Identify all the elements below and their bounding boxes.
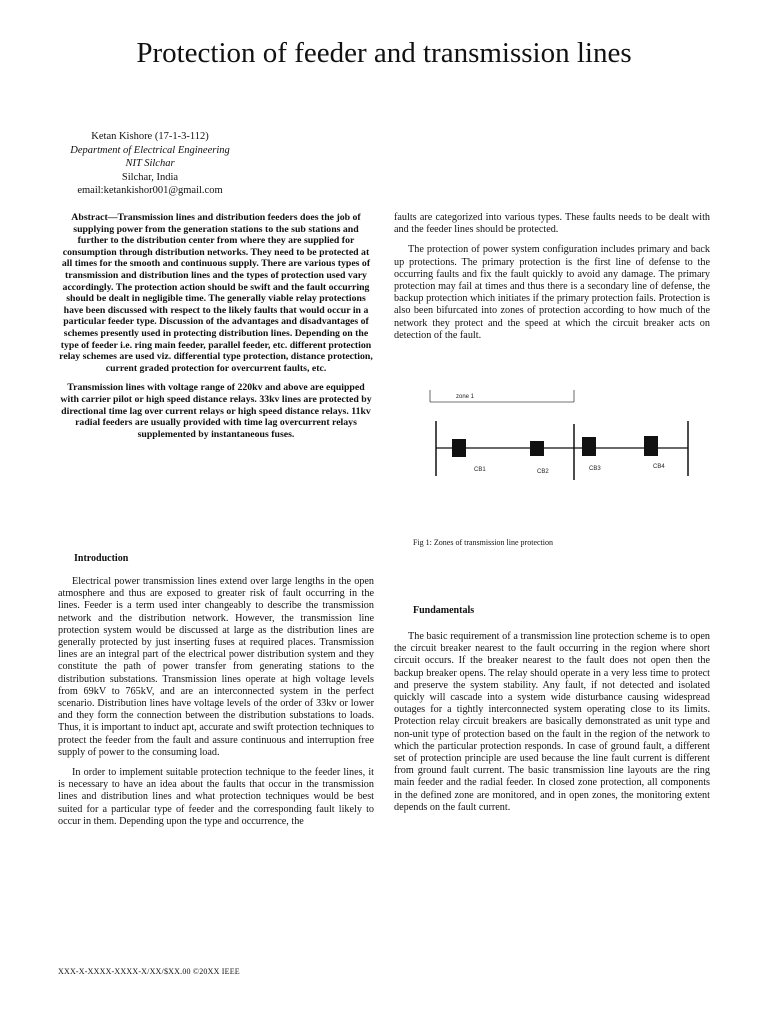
abstract-section xyxy=(58,212,374,448)
introduction-paragraph-1: Electrical power transmission lines extend over large lengths in the open atmosphere and thus are exposed to greater risk of fault occurring in the lines. Feeder is a term used inter changeably to describe the transmission network and the distribution network. However, the transmission line protection system would be discussed at large as the distribution lines are generally protected by just inserting fuses at required places. Transmission lines are an integral part of the electrical power distribution system and they constitute the path of power transfer from generating stations to the distribution substations. Transmission lines operate at high voltage levels from 69kV to 765kV, and are an interconnected system in the perfect scenario. Distribution lines have voltage levels of the order of 33kv or lower and they form the connection between the distribution substations to loads. Thus, it is important to induct apt, accurate and swift protection techniques to protect the feeder from the fault and assure continuous and interruption free supply of power to the consuming load. xyxy=(58,576,374,758)
cb3-label: CB3 xyxy=(589,466,601,472)
copyright-footer: XXX-X-XXXX-XXXX-X/XX/$XX.00 ©20XX IEEE xyxy=(58,967,240,976)
fundamentals-paragraph: The basic requirement of a transmission line protection scheme is to open the circuit breaker nearest to the fault occurring in the region where short circuit occurs. If the breaker nearest to the fault does not open then the backup breaker opens. The relay should operate in a very less time to protect and preserve the system stability. Any fault, if not detected and isolated quickly will cascade into a system wide disturbance causing widespread outages for a tightly interconnected system operating close to its limits. Protection relay circuit breakers are basically demonstrated as unit type and non-unit type of protection based on the fault in the region of the network to which the particular protection responds. In case of ground fault, a different set of protection principle are used because the line fault current is different from ground fault current. The basic transmission line layouts are the ring main feeder and the radial feeder. In closed zone protection, all components in the defined zone are monitored, and in open zones, the monitoring extent depends on the fault current. xyxy=(394,631,710,813)
cb2-label: CB2 xyxy=(537,469,549,475)
author-location: Silchar, India xyxy=(121,171,179,183)
figure-caption: Fig 1: Zones of transmission line protection xyxy=(413,538,553,547)
author-block xyxy=(40,130,260,198)
zones-diagram xyxy=(420,388,700,488)
author-email: email:ketankishor001@gmail.com xyxy=(77,185,223,196)
zone-label: zone 1 xyxy=(456,394,475,400)
circuit-breaker-1 xyxy=(452,439,466,457)
author-name: Ketan Kishore (17-1-3-112) xyxy=(91,131,209,142)
circuit-breaker-4 xyxy=(644,436,658,456)
abstract-paragraph-2: Transmission lines with voltage range of 220kv and above are equipped with carrier pilot or high speed distance relays. 33kv lines are protected by directional time lag over current relays or high speed distance relays. 11kv radial feeders are usually provided with time lag overcurrent relays supplemented by instantaneous fuses. xyxy=(60,382,372,440)
paper-title: Protection of feeder and transmission lines xyxy=(136,37,632,69)
right-paragraph-1: faults are categorized into various types. These faults needs to be dealt with and the feeder lines should be protected. xyxy=(394,212,710,236)
circuit-breaker-2 xyxy=(530,441,544,456)
fundamentals-section xyxy=(394,631,710,822)
author-institution: NIT Silchar xyxy=(125,158,175,169)
circuit-breaker-3 xyxy=(582,437,596,456)
cb4-label: CB4 xyxy=(653,464,665,470)
introduction-section xyxy=(58,576,374,836)
fundamentals-heading: Fundamentals xyxy=(413,605,475,616)
author-department: Department of Electrical Engineering xyxy=(70,144,230,156)
cb1-label: CB1 xyxy=(474,467,486,473)
right-paragraph-2: The protection of power system configuration includes primary and back up protections. The primary protection is the first line of defense to the occurring faults and fix the fault quickly to avoid any damage. The primary protection may fail at times and thus there is a secondary line of defense, the backup protection which initiates if the primary protection fails. Protection is also been bifurcated into zones of protection according to how much of the network they protect and the speed at which the circuit breaker acts on detection of the fault. xyxy=(394,244,710,341)
abstract-paragraph-1: Abstract—Transmission lines and distribution feeders does the job of supplying power from the generation stations to the sub stations and further to the distribution center from where they are supplied for consumption through distribution networks. They need to be protected at all times for the smooth and continuous supply. There are various types of transmission and distribution lines and the types of protection used vary accordingly. The protection action should be swift and the fault occurring should be dealt in negligible time. The generally viable relay protections have been discussed with respect to the likely faults that would occur in a particular feeder type. Discussion of the advantages and disadvantages of schemes presently used in protecting distribution lines. Depending on the type of feeder i.e. ring main feeder, parallel feeder, etc. different protection relay schemes are used viz. differential type protection, distance protection, current graded protection for overcurrent faults, etc. xyxy=(59,212,373,374)
right-column-top xyxy=(394,212,710,350)
introduction-heading: Introduction xyxy=(74,553,129,564)
introduction-paragraph-2: In order to implement suitable protection technique to the feeder lines, it is necessary to have an idea about the faults that occur in the transmission lines and distribution lines and what protection techniques would be best suited for a particular type of feeder and the corresponding fault likely to occur in them. Depending upon the type and occurrence, the xyxy=(58,767,374,827)
figure-zones xyxy=(420,388,700,488)
